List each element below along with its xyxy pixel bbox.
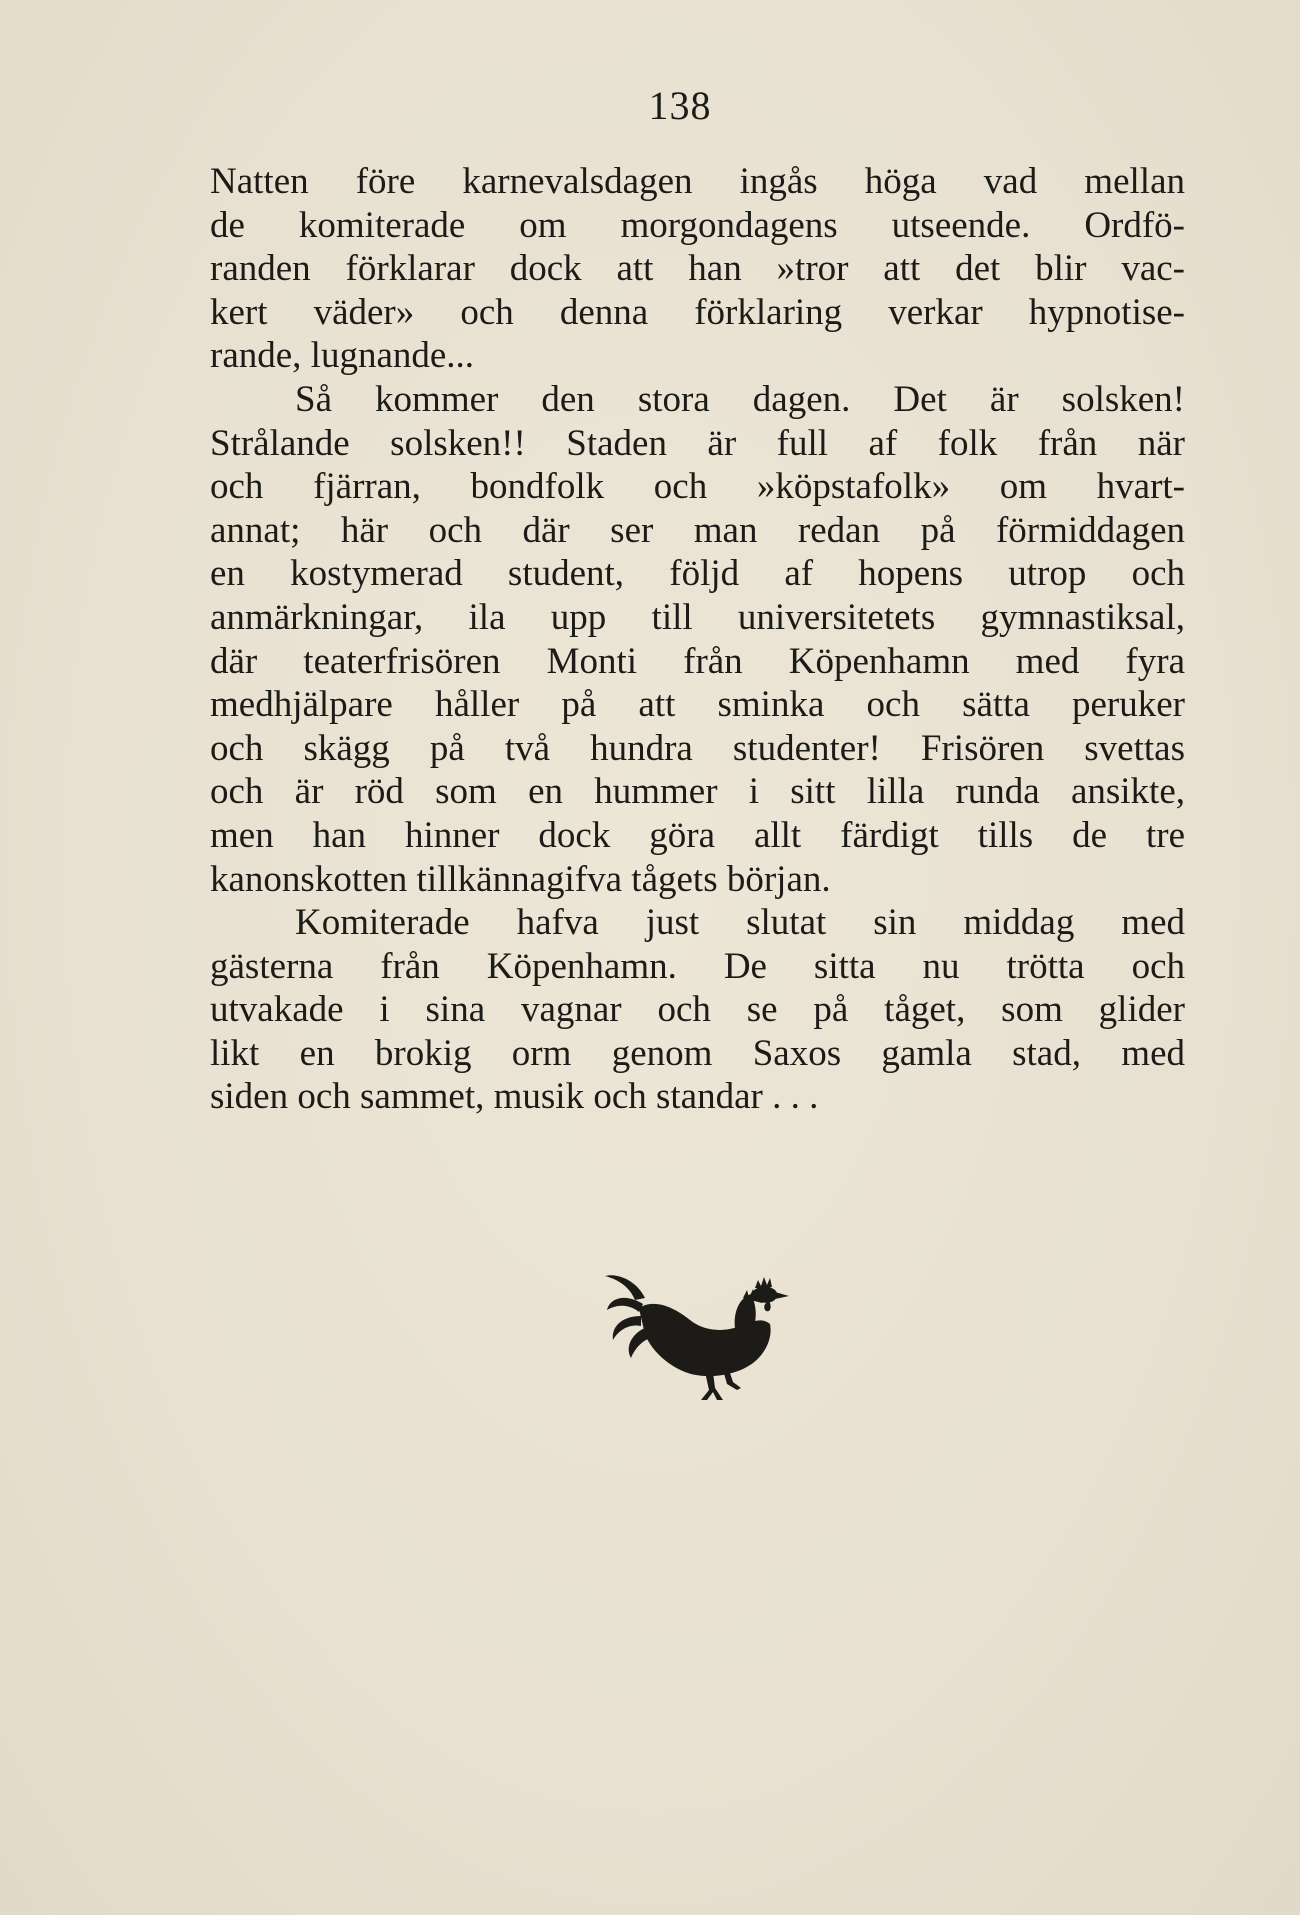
- paragraph: [210, 378, 1185, 901]
- text-line: rande, lugnande...: [210, 335, 475, 377]
- text-line: utvakade i sina vagnar och se på tåget, som glider: [210, 989, 1185, 1031]
- text-line: men han hinner dock göra allt färdigt tills de tre: [210, 814, 1185, 856]
- text-line: där teaterfrisören Monti från Köpenhamn med fyra: [210, 640, 1185, 682]
- text-line: och skägg på två hundra studenter! Frisören svettas: [210, 727, 1185, 769]
- text-line: Så kommer den stora dagen. Det är solsken!: [295, 378, 1185, 420]
- text-line: Strålande solsken!! Staden är full af folk från när: [210, 422, 1185, 464]
- text-line: och är röd som en hummer i sitt lilla runda ansikte,: [210, 771, 1185, 813]
- text-line: kanonskotten tillkännagifva tågets början.: [210, 858, 831, 900]
- text-line: och fjärran, bondfolk och »köpstafolk» om hvart-: [210, 466, 1185, 508]
- paragraph: [210, 901, 1185, 1119]
- text-line: Natten före karnevalsdagen ingås höga vad mellan: [210, 161, 1185, 202]
- text-line: randen förklarar dock att han »tror att det blir vac-: [210, 248, 1185, 290]
- text-line: siden och sammet, musik och standar . . .: [210, 1076, 819, 1118]
- paragraph: [210, 160, 1185, 378]
- rooster-vignette-icon: [605, 1268, 795, 1408]
- text-line: gästerna från Köpenhamn. De sitta nu trötta och: [210, 945, 1185, 987]
- text-line: Komiterade hafva just slutat sin middag med: [295, 902, 1185, 944]
- text-line: kert väder» och denna förklaring verkar hypnotise-: [210, 291, 1185, 333]
- page-number: 138: [648, 83, 712, 128]
- text-line: en kostymerad student, följd af hopens utrop och: [210, 553, 1185, 595]
- text-line: likt en brokig orm genom Saxos gamla stad, med: [210, 1032, 1185, 1074]
- text-line: medhjälpare håller på att sminka och sätta peruker: [210, 684, 1185, 726]
- text-line: de komiterade om morgondagens utseende. Ordfö-: [210, 204, 1185, 246]
- text-line: annat; här och där ser man redan på förmiddagen: [210, 509, 1185, 551]
- body-text: [210, 160, 1185, 1119]
- text-line: anmärkningar, ila upp till universitetets gymnastiksal,: [210, 596, 1185, 638]
